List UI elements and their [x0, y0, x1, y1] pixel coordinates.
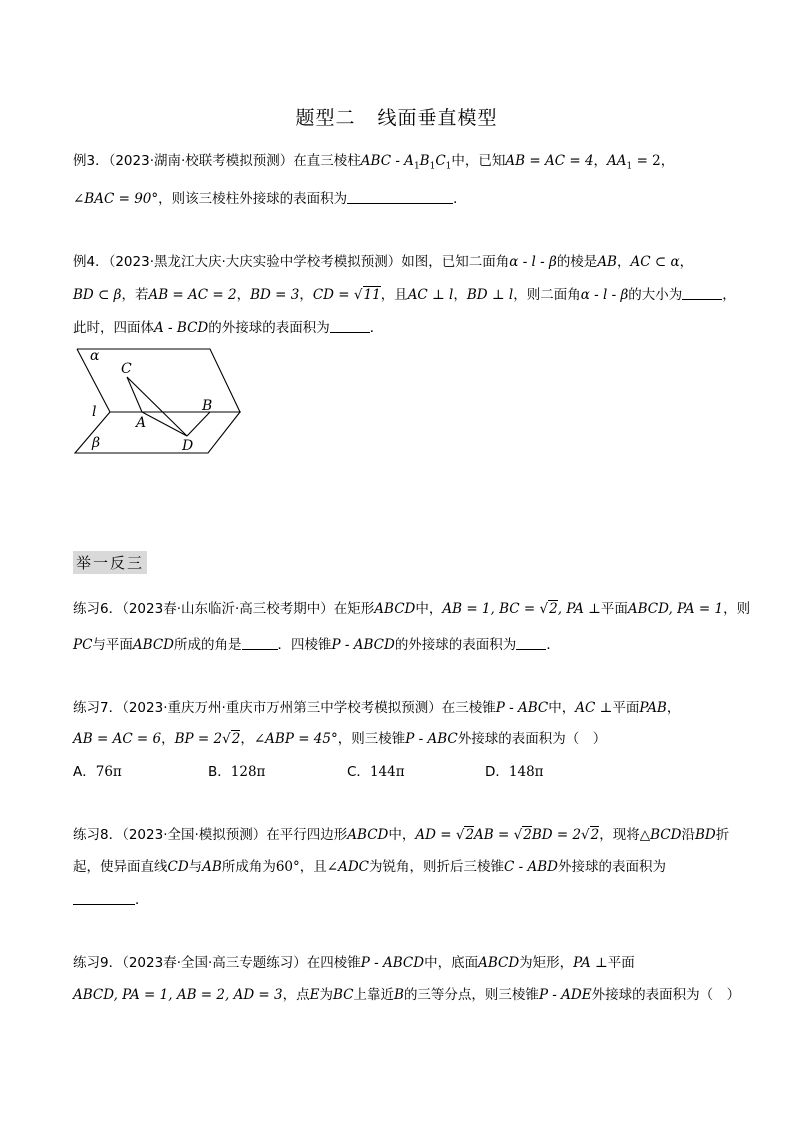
math: AA: [607, 153, 627, 169]
section-title-part2: 线面垂直模型: [377, 107, 498, 129]
option-a[interactable]: [73, 760, 122, 780]
text: 的大小为: [628, 287, 683, 303]
text: 练习7．（2023·重庆万州·重庆市万州第三中学校考模拟预测）在三棱锥: [73, 700, 496, 716]
text: 所成的角是: [174, 637, 242, 653]
math: BD ⊂ β: [73, 287, 122, 303]
math: ∠ABP = 45°: [253, 731, 338, 747]
math: , PA ⊥: [557, 601, 601, 617]
radicand: 2: [523, 827, 532, 843]
text: 为矩形，: [519, 955, 574, 971]
text: 中，: [415, 601, 443, 617]
label-d: D: [182, 438, 194, 454]
practice-9-line-2: [73, 983, 740, 1003]
math: P - ABCD: [360, 955, 425, 971]
practice-7-line-1: [73, 696, 680, 716]
math: 60°: [275, 859, 300, 875]
label-beta: β: [92, 435, 101, 451]
text: ，: [616, 254, 631, 270]
answer-blank[interactable]: [242, 637, 278, 650]
math: ABCD: [347, 827, 389, 843]
math: AB = 1, BC =: [442, 601, 540, 617]
text: ，: [240, 731, 254, 747]
dihedral-angle-figure: [70, 344, 250, 459]
text: 与平面: [92, 637, 133, 653]
text: ，: [299, 287, 313, 303]
math: C: [435, 153, 446, 169]
text: 外接球的表面积为: [557, 859, 666, 875]
math: P - ABC: [495, 700, 549, 716]
segment-bd: [187, 412, 210, 436]
text: ，则该三棱柱外接球的表面积为: [158, 191, 348, 207]
example-3-line-2: [73, 187, 467, 207]
text: 中，: [548, 700, 576, 716]
math: C - ABD: [503, 859, 558, 875]
practice-7-line-2: [73, 727, 606, 747]
practice-8-line-2: [73, 855, 666, 875]
text: ，且: [380, 287, 408, 303]
sqrt: √2: [581, 827, 600, 843]
math: BC: [333, 987, 354, 1003]
option-d[interactable]: [485, 760, 544, 780]
practice-badge: 举一反三: [73, 551, 147, 574]
text: 此时，四面体: [73, 320, 154, 336]
math: AB: [597, 254, 617, 270]
option-key: B．: [208, 764, 231, 780]
practice-6-line-1: [73, 597, 750, 617]
option-key: C．: [347, 764, 370, 780]
text: ，: [453, 287, 467, 303]
text: 的三等分点，则三棱锥: [403, 987, 539, 1003]
math: AB = AC = 2: [148, 287, 237, 303]
example-4-line-3: [73, 316, 383, 336]
math: AC ⊥: [575, 700, 613, 716]
math: △BCD: [639, 827, 682, 843]
plane-alpha-outline: [77, 349, 240, 412]
text: 沿: [681, 827, 695, 843]
answer-blank[interactable]: [682, 287, 722, 300]
text: ．: [546, 637, 560, 653]
math: AB = AC = 6: [73, 731, 162, 747]
answer-blank[interactable]: [347, 191, 453, 204]
text: ，: [679, 254, 694, 270]
label-alpha: α: [90, 348, 100, 364]
option-key: A．: [73, 764, 96, 780]
practice-9-line-1: [73, 951, 635, 971]
text: 的棱是: [556, 254, 598, 270]
text: 与: [188, 859, 203, 875]
math: = 2: [632, 153, 661, 169]
label-c: C: [121, 361, 132, 377]
text: ，: [660, 153, 675, 169]
math: PAB: [639, 700, 667, 716]
option-value: 148π: [508, 764, 544, 780]
answer-blank[interactable]: [73, 892, 135, 905]
text: 练习8．（2023·全国·模拟预测）在平行四边形: [73, 827, 348, 843]
text: ．四棱锥: [277, 637, 332, 653]
text: 例3．（2023·湖南·校联考模拟预测）在直三棱柱: [73, 153, 361, 169]
math: AC ⊂ α: [630, 254, 680, 270]
text: ．: [135, 892, 149, 908]
text: ，则二面角: [513, 287, 581, 303]
math: PC: [73, 637, 93, 653]
math: BD ⊥ l: [466, 287, 514, 303]
text: ，: [666, 700, 681, 716]
math: ABC - A: [360, 153, 414, 169]
math: ABCD: [374, 601, 416, 617]
sqrt: √2: [455, 827, 475, 843]
math: α - l - β: [580, 287, 629, 303]
label-b: B: [202, 398, 213, 414]
text: 为: [319, 987, 333, 1003]
text: ，现将: [599, 827, 640, 843]
text: 中，底面: [424, 955, 479, 971]
example-4-line-1: [73, 250, 693, 270]
text: 折: [715, 827, 730, 843]
sqrt: √2: [222, 731, 241, 747]
math: BP = 2: [174, 731, 223, 747]
math: BD = 3: [250, 287, 300, 303]
practice-8-line-3: [73, 888, 149, 908]
text: ．: [453, 191, 467, 207]
text: 外接球的表面积为（ ）: [591, 987, 741, 1003]
option-value: 76π: [95, 764, 122, 780]
math: P - ABCD: [331, 637, 395, 653]
text: 的外接球的表面积为: [394, 637, 517, 653]
math: BD = 2: [531, 827, 582, 843]
text: ，点: [282, 987, 310, 1003]
math: ABCD: [478, 955, 520, 971]
math: CD: [167, 859, 189, 875]
text: ，则三棱锥: [337, 731, 406, 747]
option-b[interactable]: [208, 760, 265, 780]
math: P - ABC: [405, 731, 458, 747]
radicand: 11: [363, 287, 381, 303]
text: 平面: [612, 700, 640, 716]
text: 为锐角，则折后三棱锥: [368, 859, 504, 875]
math: P - ADE: [538, 987, 592, 1003]
section-title: [0, 103, 793, 130]
sqrt: √11: [353, 287, 381, 303]
math: A - BCD: [154, 320, 209, 336]
label-a: A: [136, 415, 147, 431]
text: 上靠近: [353, 987, 395, 1003]
text: 练习9．（2023春·全国·高三专题练习）在四棱锥: [73, 955, 361, 971]
section-title-part1: 题型二: [295, 107, 356, 129]
math: AD =: [415, 827, 456, 843]
answer-blank[interactable]: [330, 320, 370, 333]
radicand: 2: [549, 601, 558, 617]
option-value: 128π: [230, 764, 266, 780]
math: CD =: [312, 287, 354, 303]
text: ，: [722, 287, 736, 303]
option-value: 144π: [369, 764, 405, 780]
text: 起，使异面直线: [73, 859, 168, 875]
text: ，且: [299, 859, 327, 875]
text: 外接球的表面积为（ ）: [457, 731, 607, 747]
math: ABCD, PA = 1, AB = 2, AD = 3: [73, 987, 283, 1003]
answer-blank[interactable]: [516, 637, 546, 650]
sqrt: √2: [539, 601, 558, 617]
math: AB =: [474, 827, 514, 843]
text: ．: [369, 320, 384, 336]
math: ABCD: [132, 637, 174, 653]
text: ，: [593, 153, 608, 169]
math: AB = AC = 4: [505, 153, 594, 169]
text: 所成角为: [221, 859, 276, 875]
math: B: [394, 987, 404, 1003]
text: ，则: [723, 601, 751, 617]
text: ，: [161, 731, 175, 747]
math: E: [309, 987, 320, 1003]
segment-ca: [127, 377, 142, 412]
text: ，: [236, 287, 251, 303]
text: 中，: [388, 827, 416, 843]
math: AC ⊥ l: [407, 287, 454, 303]
text: 练习6．（2023春·山东临沂·高三校考期中）在矩形: [73, 601, 375, 617]
math: PA ⊥: [573, 955, 608, 971]
practice-6-line-2: [73, 633, 560, 653]
label-l: l: [92, 404, 97, 420]
text: ，若: [121, 287, 149, 303]
radicand: 2: [590, 827, 600, 843]
example-4-line-2: [73, 283, 736, 303]
math: ∠ADC: [326, 859, 369, 875]
text: 例4．（2023·黑龙江大庆·大庆实验中学校考模拟预测）如图，已知二面角: [73, 254, 510, 270]
text: 平面: [600, 601, 628, 617]
math: ∠BAC = 90°: [73, 191, 159, 207]
text: 中，已知: [451, 153, 506, 169]
option-key: D．: [485, 764, 509, 780]
example-3-line-1: 例3．（2023·湖南·校联考模拟预测）在直三棱柱ABC - $A_1B_1C_1$中，已知AB = AC = 4，$AA_1 = 2$，: [73, 153, 675, 172]
practice-8-line-1: [73, 823, 729, 843]
segment-ad: [142, 412, 187, 436]
radicand: 2: [465, 827, 475, 843]
math: BD: [694, 827, 716, 843]
option-c[interactable]: [347, 760, 405, 780]
math: ABCD, PA = 1: [627, 601, 724, 617]
text: 的外接球的表面积为: [208, 320, 330, 336]
radicand: 2: [231, 731, 241, 747]
math: B: [419, 153, 430, 169]
text: 平面: [607, 955, 635, 971]
sqrt: √2: [513, 827, 532, 843]
math: α - l - β: [509, 254, 557, 270]
math: AB: [202, 859, 222, 875]
